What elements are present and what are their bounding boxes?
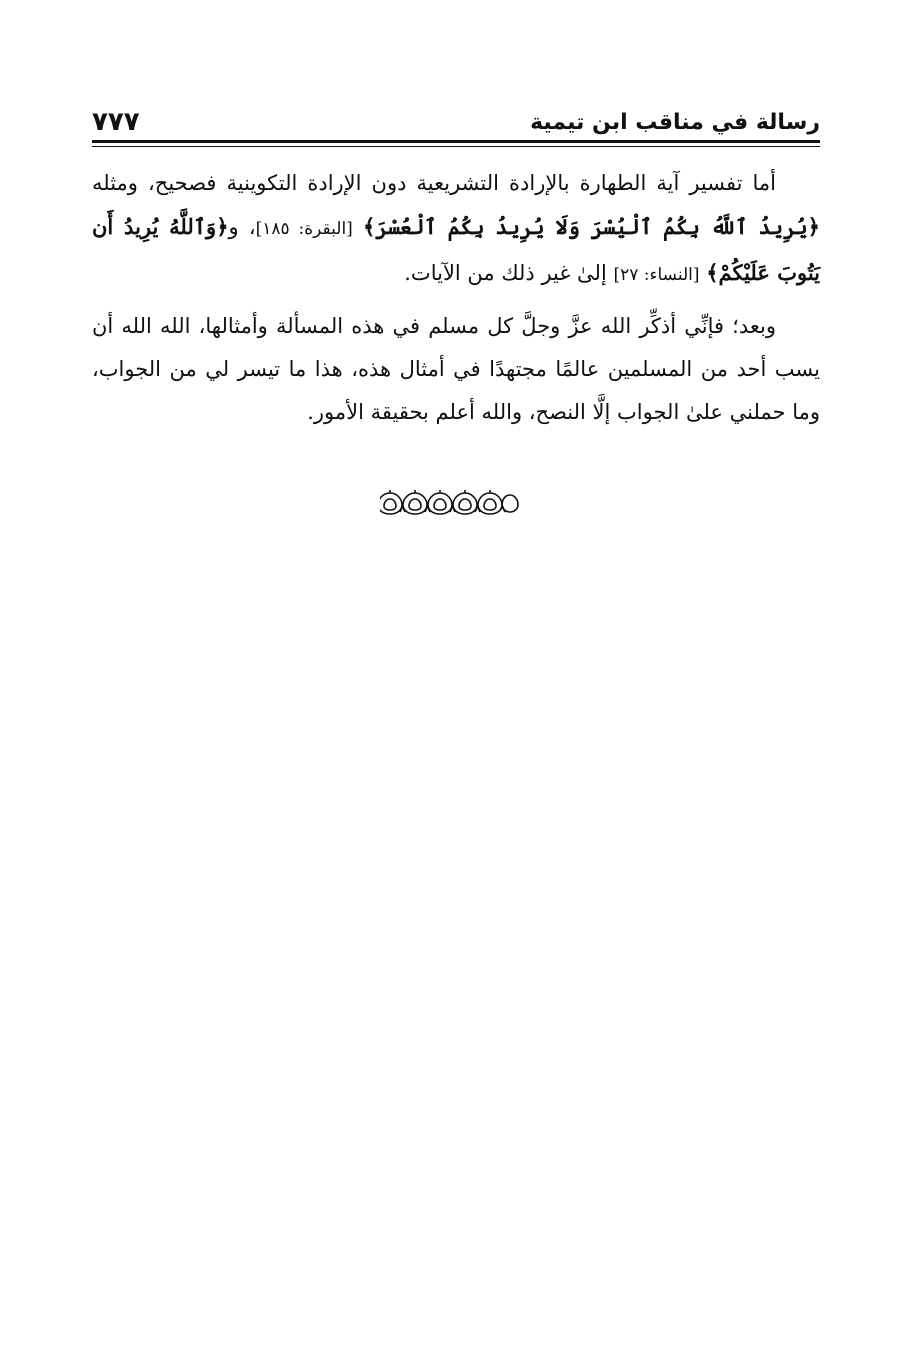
quran-reference-1: [البقرة: ١٨٥] bbox=[255, 219, 353, 239]
quran-reference-2: [النساء: ٢٧] bbox=[613, 265, 700, 285]
header-title: رسالة في مناقب ابن تيمية bbox=[530, 110, 820, 135]
page-number: ٧٧٧ bbox=[92, 107, 140, 137]
quran-quote-1: ﴿يُرِيدُ ٱللَّهُ بِكُمُ ٱلْيُسْرَ وَلَا يُرِيدُ بِكُمُ ٱلْعُسْرَ﴾ bbox=[362, 214, 820, 239]
header-rule bbox=[92, 140, 820, 143]
header-rule-thin bbox=[92, 146, 820, 147]
paragraph-1-outro: إلىٰ غير ذلك من الآيات. bbox=[404, 261, 614, 285]
connector: ، و bbox=[228, 215, 256, 239]
paragraph-1 bbox=[92, 162, 820, 297]
quran-quote-2: ﴿وَٱللَّهُ يُرِيدُ أَن يَتُوبَ عَلَيْكُمْ﴾ bbox=[92, 214, 820, 285]
paragraph-2: وبعد؛ فإنِّي أذكِّر الله عزَّ وجلَّ كل مسلم في هذه المسألة وأمثالها، الله الله أن يسب أحد من المسلمين عالمًا مجتهدًا في أمثال هذه، هذا ما تيسر لي من الجواب، وما حملني علىٰ الجواب إلَّا النصح، والله أعلم بحقيقة الأمور. bbox=[92, 314, 820, 424]
floral-ornament-icon bbox=[380, 488, 520, 518]
paragraph-1-intro: أما تفسير آية الطهارة بالإرادة التشريعية دون الإرادة التكوينية فصحيح، ومثله bbox=[92, 171, 776, 195]
body-text bbox=[92, 162, 820, 434]
